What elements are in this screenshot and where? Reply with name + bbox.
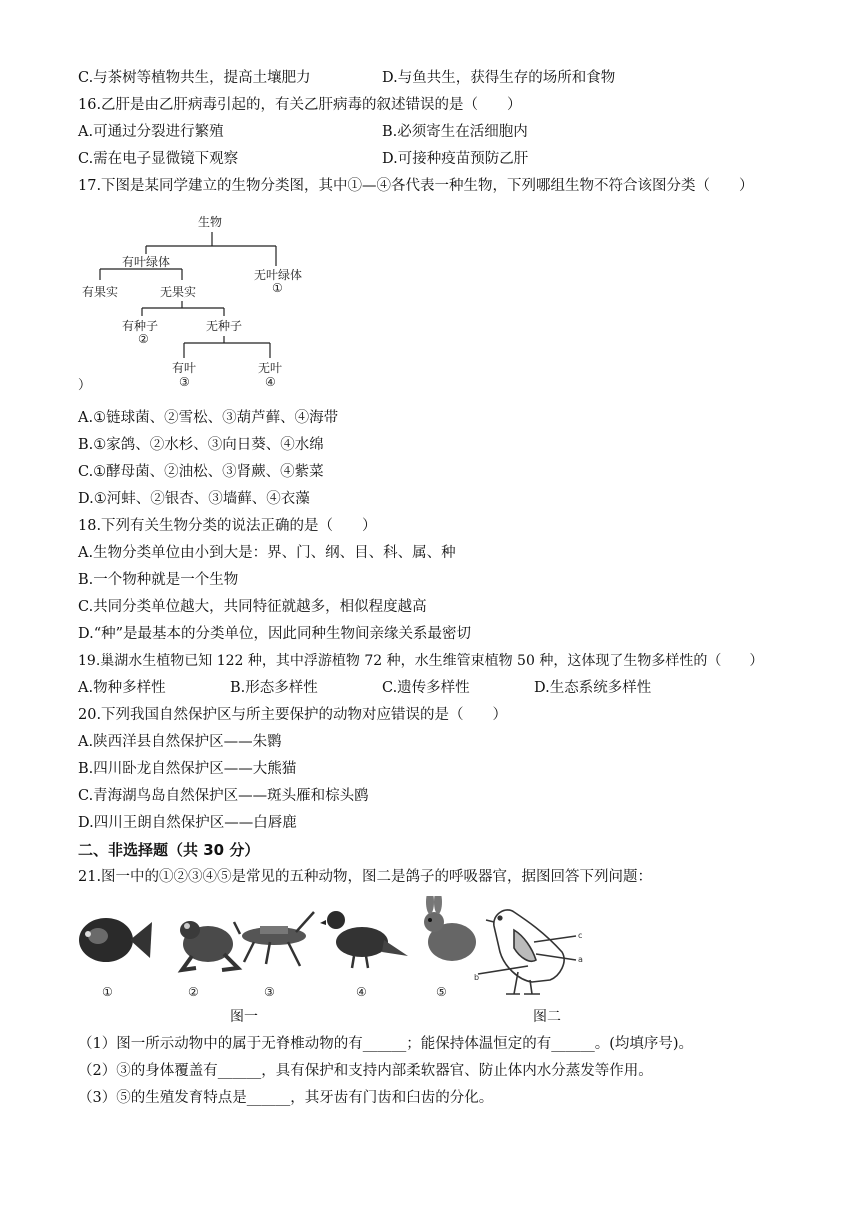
bird-mark-c: c bbox=[578, 931, 583, 940]
q16-option-a: A.可通过分裂进行繁殖 bbox=[78, 124, 224, 140]
q19-stem: 19.巢湖水生植物已知 122 种，其中浮游植物 72 种，水生维管束植物 50 种，这体现了生物多样性的（ ） bbox=[78, 653, 764, 669]
tree-mark-4: ④ bbox=[265, 375, 276, 389]
q17-option-a: A.①链球菌、②雪松、③葫芦藓、④海带 bbox=[78, 410, 339, 426]
q21-part-2: （2）③的身体覆盖有______，具有保护和支持内部柔软器官、防止体内水分蒸发等作用。 bbox=[78, 1063, 653, 1079]
q18-stem: 18.下列有关生物分类的说法正确的是（ ） bbox=[78, 518, 377, 534]
q20-stem: 20.下列我国自然保护区与所主要保护的动物对应错误的是（ ） bbox=[78, 707, 508, 723]
animal-label-2: ② bbox=[188, 985, 199, 999]
classification-tree-diagram bbox=[78, 208, 328, 398]
frog-illustration bbox=[180, 921, 238, 970]
tree-node-no-fruit: 无果实 bbox=[160, 285, 197, 299]
grasshopper-illustration bbox=[234, 912, 314, 966]
q20-option-d: D.四川王朗自然保护区——白唇鹿 bbox=[78, 815, 297, 831]
q21-stem: 21.图一中的①②③④⑤是常见的五种动物，图二是鸽子的呼吸器官，据图回答下列问题： bbox=[78, 869, 653, 885]
animal-label-4: ④ bbox=[356, 985, 367, 999]
q20-option-c: C.青海湖鸟岛自然保护区——斑头雁和棕头鸥 bbox=[78, 788, 369, 804]
figure-1-caption: 图一 bbox=[230, 1009, 258, 1025]
tree-node-leaf: 有叶 bbox=[172, 361, 197, 375]
q16-stem: 16.乙肝是由乙肝病毒引起的，有关乙肝病毒的叙述错误的是（ ） bbox=[78, 97, 522, 113]
tree-node-no-seed: 无种子 bbox=[206, 319, 243, 333]
q17-option-d: D.①河蚌、②银杏、③墙藓、④衣藻 bbox=[78, 491, 310, 507]
pigeon-illustration bbox=[320, 911, 408, 968]
q19-option-d: D.生态系统多样性 bbox=[534, 680, 652, 696]
pigeon-respiratory-diagram bbox=[478, 910, 576, 994]
q16-option-c: C.需在电子显微镜下观察 bbox=[78, 151, 239, 167]
tree-node-chloroplast: 有叶绿体 bbox=[122, 255, 171, 269]
q18-option-c: C.共同分类单位越大，共同特征就越多，相似程度越高 bbox=[78, 599, 427, 615]
q17-bracket: ） bbox=[78, 378, 92, 393]
animal-label-3: ③ bbox=[264, 985, 275, 999]
tree-node-no-chloroplast: 无叶绿体 bbox=[254, 268, 303, 282]
animal-figures bbox=[74, 896, 594, 1008]
q19-option-b: B.形态多样性 bbox=[230, 680, 318, 696]
tree-mark-1: ① bbox=[272, 281, 283, 295]
tree-node-fruit: 有果实 bbox=[82, 285, 119, 299]
tree-mark-2: ② bbox=[138, 332, 149, 346]
q21-part-1: （1）图一所示动物中的属于无脊椎动物的有______；能保持体温恒定的有______。(均填序号)。 bbox=[78, 1036, 694, 1052]
tree-mark-3: ③ bbox=[179, 375, 190, 389]
rabbit-illustration bbox=[424, 896, 476, 961]
q17-stem: 17.下图是某同学建立的生物分类图，其中①—④各代表一种生物，下列哪组生物不符合该图分类（ ） bbox=[78, 178, 754, 194]
bird-mark-b: b bbox=[474, 973, 480, 982]
q21-part-3: （3）⑤的生殖发育特点是______，其牙齿有门齿和臼齿的分化。 bbox=[78, 1090, 494, 1106]
q19-option-a: A.物种多样性 bbox=[78, 680, 166, 696]
animal-label-5: ⑤ bbox=[436, 985, 447, 999]
q20-option-a: A.陕西洋县自然保护区——朱鹮 bbox=[78, 734, 282, 750]
q17-option-c: C.①酵母菌、②油松、③肾蕨、④紫菜 bbox=[78, 464, 324, 480]
q18-option-d: D.“种”是最基本的分类单位，因此同种生物间亲缘关系最密切 bbox=[78, 626, 472, 642]
q18-option-b: B.一个物种就是一个生物 bbox=[78, 572, 239, 588]
animal-label-1: ① bbox=[102, 985, 113, 999]
section-heading: 二、非选择题（共 30 分） bbox=[78, 841, 260, 859]
tree-node-seed: 有种子 bbox=[122, 319, 159, 333]
q15-option-c: C.与茶树等植物共生，提高土壤肥力 bbox=[78, 70, 311, 86]
q19-option-c: C.遗传多样性 bbox=[382, 680, 470, 696]
q20-option-b: B.四川卧龙自然保护区——大熊猫 bbox=[78, 761, 297, 777]
q18-option-a: A.生物分类单位由小到大是：界、门、纲、目、科、属、种 bbox=[78, 545, 456, 561]
q16-option-d: D.可接种疫苗预防乙肝 bbox=[382, 151, 529, 167]
tree-root: 生物 bbox=[198, 215, 223, 229]
fish-illustration bbox=[79, 918, 152, 962]
q16-option-b: B.必须寄生在活细胞内 bbox=[382, 124, 528, 140]
bird-mark-a: a bbox=[578, 955, 583, 964]
q15-option-d: D.与鱼共生，获得生存的场所和食物 bbox=[382, 70, 616, 86]
figure-2-caption: 图二 bbox=[533, 1009, 561, 1025]
q17-option-b: B.①家鸽、②水杉、③向日葵、④水绵 bbox=[78, 437, 324, 453]
tree-node-no-leaf: 无叶 bbox=[258, 361, 283, 375]
